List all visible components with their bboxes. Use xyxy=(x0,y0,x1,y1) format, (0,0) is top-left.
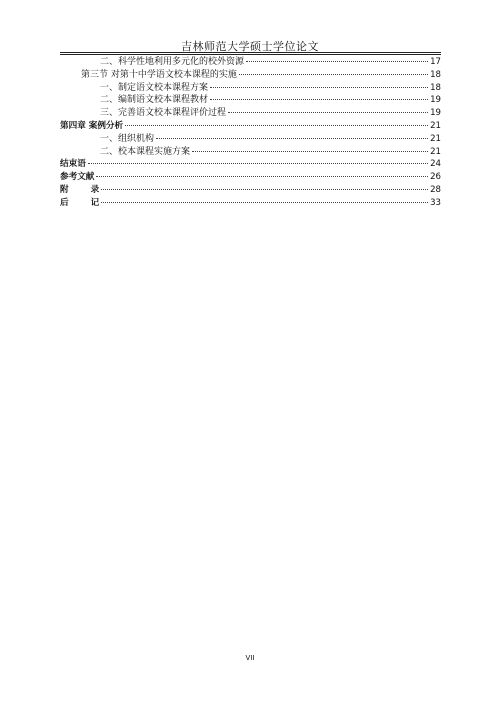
toc-leader-dots xyxy=(192,151,428,152)
toc-entry[interactable] xyxy=(60,107,441,120)
toc-entry-title: 一、组织机构 xyxy=(100,133,155,144)
running-header: 吉林师范大学硕士学位论文 xyxy=(181,40,319,53)
toc-entry[interactable] xyxy=(60,197,441,210)
toc-leader-dots xyxy=(88,163,428,164)
toc-leader-dots xyxy=(228,112,428,113)
toc-entry[interactable] xyxy=(60,158,441,171)
toc-entry-page: 18 xyxy=(430,82,441,93)
toc-entry-title-char-1: 附 xyxy=(60,184,69,195)
toc-entry-page: 19 xyxy=(430,95,441,106)
toc-entry[interactable] xyxy=(60,69,441,82)
toc-entry-title xyxy=(60,197,99,210)
toc-leader-dots xyxy=(101,189,428,190)
toc-entry-page: 26 xyxy=(430,172,441,183)
toc-entry[interactable] xyxy=(60,146,441,159)
toc-entry-title: 二、科学性地利用多元化的校外资源 xyxy=(100,57,245,67)
toc-entry-page: 18 xyxy=(430,69,441,80)
toc-entry[interactable] xyxy=(60,133,441,146)
toc-leader-dots xyxy=(210,99,428,100)
toc-entry-page: 33 xyxy=(430,197,441,208)
toc-leader-dots xyxy=(101,202,428,203)
toc-entry[interactable] xyxy=(60,56,441,69)
toc-entry[interactable] xyxy=(60,82,441,95)
toc-entry-title: 第三节 对第十中学语文校本课程的实施 xyxy=(81,69,237,80)
toc-leader-dots xyxy=(239,74,428,75)
toc-entry-title-char-2: 记 xyxy=(90,197,100,208)
toc-entry-title-char-1: 后 xyxy=(60,197,69,208)
toc-entry-page: 21 xyxy=(430,146,441,157)
toc-entry[interactable] xyxy=(60,184,441,197)
toc-entry-title: 三、完善语文校本课程评价过程 xyxy=(100,108,227,119)
toc-entry-title: 第四章 案例分析 xyxy=(60,120,124,131)
toc-entry-title: 一、制定语文校本课程方案 xyxy=(100,82,209,93)
toc-leader-dots xyxy=(210,87,428,88)
toc-entry-title: 参考文献 xyxy=(60,172,95,183)
toc-entry[interactable] xyxy=(60,120,441,133)
toc-leader-dots xyxy=(156,138,428,139)
toc-entry-page: 24 xyxy=(430,159,441,170)
toc-entry-page: 21 xyxy=(430,120,441,131)
toc-entry-title-char-2: 录 xyxy=(90,184,100,195)
toc-leader-dots xyxy=(246,61,428,62)
toc-entry[interactable] xyxy=(60,94,441,107)
toc-entry-page: 28 xyxy=(430,184,441,195)
toc-entry-title: 二、校本课程实施方案 xyxy=(100,146,191,157)
header-rule-bottom xyxy=(60,54,441,55)
header-rule-top xyxy=(60,52,441,53)
toc-entry-page: 21 xyxy=(430,133,441,144)
table-of-contents xyxy=(60,56,441,210)
page-number: VII xyxy=(245,654,255,662)
toc-entry[interactable] xyxy=(60,171,441,184)
toc-entry-title: 结束语 xyxy=(60,159,86,170)
toc-leader-dots xyxy=(96,176,428,177)
toc-entry-page: 17 xyxy=(430,57,441,67)
toc-entry-title xyxy=(60,184,99,197)
toc-leader-dots xyxy=(125,125,428,126)
toc-entry-title: 二、编制语文校本课程教材 xyxy=(100,95,209,106)
toc-entry-page: 19 xyxy=(430,108,441,119)
